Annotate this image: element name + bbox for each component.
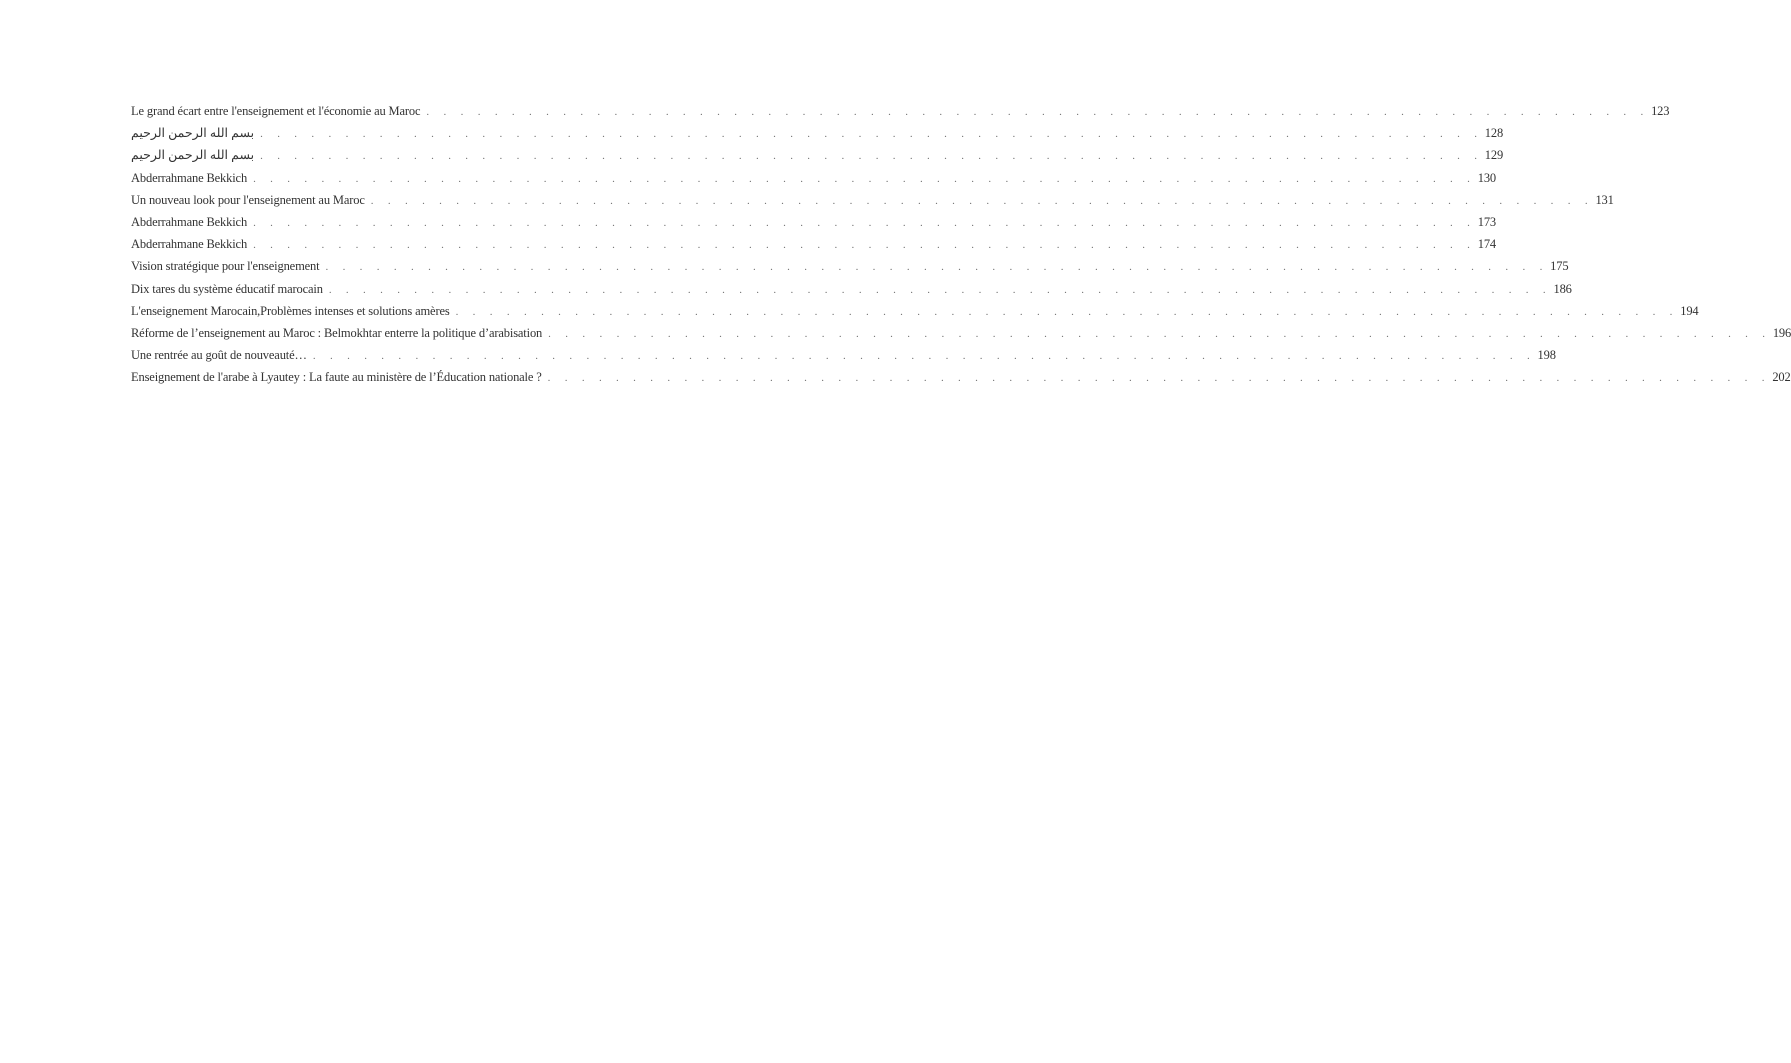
- toc-dot-leader: . . . . . . . . . . . . . . . . . . . . . . . . . . . . . . . . . . . . . . . . . . . . . . . . . . . . . . . . . . . . . . . . . . . . . . . .: [328, 283, 1552, 296]
- toc-page-number: 175: [1550, 259, 1569, 274]
- toc-entry-title: Enseignement de l'arabe à Lyautey : La faute au ministère de l’Éducation nationale ?: [131, 370, 542, 385]
- toc-entry[interactable]: [131, 234, 1497, 256]
- toc-dot-leader: . . . . . . . . . . . . . . . . . . . . . . . . . . . . . . . . . . . . . . . . . . . . . . . . . . . . . . . . . . . . . . . . . . . . . . . .: [253, 239, 1476, 252]
- toc-entry-title: بسم الله الرحمن الرحيم: [131, 126, 255, 141]
- toc-dot-leader: . . . . . . . . . . . . . . . . . . . . . . . . . . . . . . . . . . . . . . . . . . . . . . . . . . . . . . . . . . . . . . . . . . . . . . . .: [312, 350, 1536, 363]
- toc-dot-leader: . . . . . . . . . . . . . . . . . . . . . . . . . . . . . . . . . . . . . . . . . . . . . . . . . . . . . . . . . . . . . . . . . . . . . . . .: [260, 128, 1483, 141]
- toc-page-number: 174: [1477, 237, 1497, 252]
- toc-page-number: 128: [1484, 126, 1504, 141]
- toc-entry[interactable]: [131, 190, 1614, 212]
- toc-entry-title: Abderrahmane Bekkich: [131, 214, 248, 229]
- toc-page-number: 131: [1595, 192, 1614, 207]
- toc-page-number: 198: [1537, 348, 1556, 363]
- toc-page-number: 202: [1772, 370, 1791, 385]
- toc-entry[interactable]: [131, 101, 1670, 123]
- toc-entry-title: Réforme de l’enseignement au Maroc : Belmokhtar enterre la politique d’arabisation: [131, 325, 543, 340]
- table-of-contents: [131, 101, 1791, 389]
- toc-dot-leader: . . . . . . . . . . . . . . . . . . . . . . . . . . . . . . . . . . . . . . . . . . . . . . . . . . . . . . . . . . . . . . . . . . . . . . . .: [547, 372, 1771, 385]
- toc-page-number: 173: [1477, 214, 1497, 229]
- toc-dot-leader: . . . . . . . . . . . . . . . . . . . . . . . . . . . . . . . . . . . . . . . . . . . . . . . . . . . . . . . . . . . . . . . . . . . . . . . .: [548, 327, 1771, 340]
- toc-entry[interactable]: [131, 367, 1791, 389]
- toc-entry[interactable]: [131, 279, 1572, 301]
- toc-entry-title: Une rentrée au goût de nouveauté…: [131, 348, 307, 363]
- toc-page-number: 194: [1680, 303, 1699, 318]
- toc-dot-leader: . . . . . . . . . . . . . . . . . . . . . . . . . . . . . . . . . . . . . . . . . . . . . . . . . . . . . . . . . . . . . . . . . . . . . . . .: [325, 261, 1549, 274]
- toc-entry-title: L'enseignement Marocain,Problèmes intenses et solutions amères: [131, 303, 450, 318]
- toc-entry-title: Le grand écart entre l'enseignement et l'économie au Maroc: [131, 104, 421, 118]
- toc-page-number: 123: [1651, 104, 1670, 118]
- toc-dot-leader: . . . . . . . . . . . . . . . . . . . . . . . . . . . . . . . . . . . . . . . . . . . . . . . . . . . . . . . . . . . . . . . . . . . . . . . .: [455, 305, 1679, 318]
- toc-entry-title: Un nouveau look pour l'enseignement au Maroc: [131, 192, 365, 207]
- toc-entry-title: Vision stratégique pour l'enseignement: [131, 259, 320, 274]
- toc-entry-title: Abderrahmane Bekkich: [131, 237, 248, 252]
- toc-entry[interactable]: [131, 123, 1504, 145]
- toc-entry[interactable]: [131, 301, 1699, 323]
- toc-entry[interactable]: [131, 323, 1791, 345]
- toc-dot-leader: . . . . . . . . . . . . . . . . . . . . . . . . . . . . . . . . . . . . . . . . . . . . . . . . . . . . . . . . . . . . . . . . . . . . . . . .: [253, 216, 1476, 229]
- toc-entry[interactable]: [131, 212, 1497, 234]
- toc-dot-leader: . . . . . . . . . . . . . . . . . . . . . . . . . . . . . . . . . . . . . . . . . . . . . . . . . . . . . . . . . . . . . . . . . . . . . . . .: [426, 106, 1650, 118]
- toc-entry-title: بسم الله الرحمن الرحيم: [131, 148, 255, 163]
- toc-dot-leader: . . . . . . . . . . . . . . . . . . . . . . . . . . . . . . . . . . . . . . . . . . . . . . . . . . . . . . . . . . . . . . . . . . . . . . . .: [253, 172, 1476, 185]
- toc-entry[interactable]: [131, 168, 1497, 190]
- toc-page-number: 130: [1477, 170, 1497, 185]
- toc-page-number: 129: [1484, 148, 1504, 163]
- toc-entry[interactable]: [131, 345, 1556, 367]
- toc-page-number: 186: [1553, 281, 1572, 296]
- toc-dot-leader: . . . . . . . . . . . . . . . . . . . . . . . . . . . . . . . . . . . . . . . . . . . . . . . . . . . . . . . . . . . . . . . . . . . . . . . .: [260, 150, 1483, 163]
- toc-dot-leader: . . . . . . . . . . . . . . . . . . . . . . . . . . . . . . . . . . . . . . . . . . . . . . . . . . . . . . . . . . . . . . . . . . . . . . . .: [370, 194, 1594, 207]
- toc-entry-title: Dix tares du système éducatif marocain: [131, 281, 323, 296]
- toc-entry[interactable]: [131, 145, 1504, 167]
- toc-page-number: 196: [1772, 325, 1791, 340]
- toc-entry[interactable]: [131, 256, 1569, 278]
- toc-entry-title: Abderrahmane Bekkich: [131, 170, 248, 185]
